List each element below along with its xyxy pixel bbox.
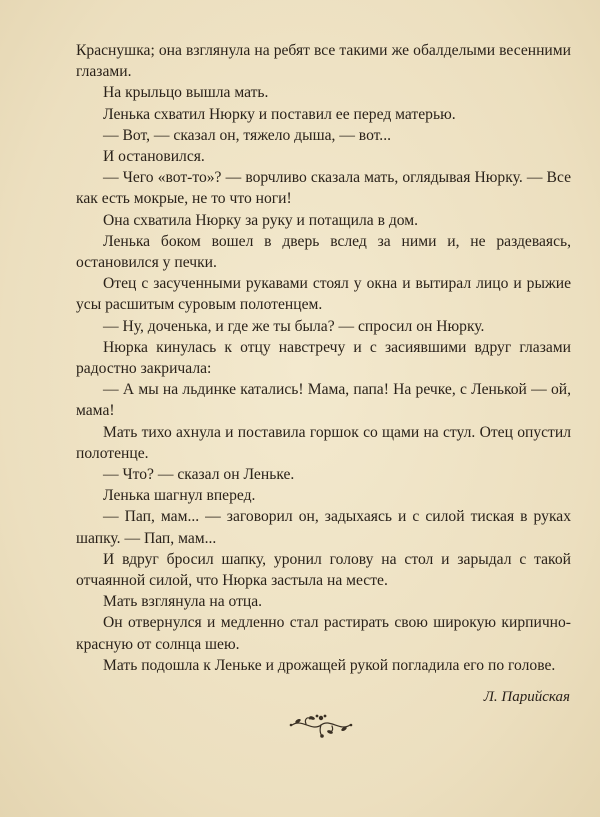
story-text [76,40,571,676]
paragraph-1: Краснушка; она взглянула на ребят все такими же обалделыми весенними глазами. [76,42,571,81]
paragraph-14: — Что? — сказал он Леньке. [103,466,295,484]
author-signature: Л. Парийская [483,689,570,705]
paragraph-18: Мать взглянула на отца. [103,593,263,611]
paragraph-15: Ленька шагнул вперед. [103,487,256,505]
paragraph-17: И вдруг бросил шапку, уронил голову на стол и зарыдал с такой отчаянной силой, что Нюрка застыла на месте. [76,550,571,590]
paragraph-20: Мать подошла к Леньке и дрожащей рукой погладила его по голове. [103,656,556,674]
paragraph-13: Мать тихо ахнула и поставила горшок со щами на стул. Отец опустил полотенце. [76,423,571,462]
paragraph-12: — А мы на льдинке катались! Мама, папа! На речке, с Ленькой — ой, мама! [76,381,571,420]
paragraph-4: — Вот, — сказал он, тяжело дыша, — вот... [103,126,391,144]
paragraph-9: Отец с засученными рукавами стоял у окна и вытирал лицо и рыжие усы расшитым суровым полотенцем. [76,275,571,314]
paragraph-2: На крыльцо вышла мать. [103,84,269,102]
paragraph-5: И остановился. [103,148,205,166]
paragraph-3: Ленька схватил Нюрку и поставил ее перед матерью. [103,105,456,123]
paragraph-16: — Пап, мам... — заговорил он, задыхаясь и с силой тиская в руках шапку. — Пап, мам... [76,508,571,547]
paragraph-6: — Чего «вот-то»? — ворчливо сказала мать, оглядывая Нюрку. — Все как есть мокрые, не то что ноги! [76,169,571,208]
paragraph-7: Она схватила Нюрку за руку и потащила в дом. [103,211,419,229]
floral-ornament-icon [286,710,356,740]
paragraph-10: — Ну, доченька, и где же ты была? — спросил он Нюрку. [103,317,485,335]
paragraph-11: Нюрка кинулась к отцу навстречу и с засиявшими вдруг глазами радостно закричала: [76,338,571,378]
paragraph-8: Ленька боком вошел в дверь вслед за ними и, не раздеваясь, остановился у печки. [76,232,571,272]
paragraph-19: Он отвернулся и медленно стал растирать свою широкую кирпично-красную от солнца шею. [76,614,571,653]
